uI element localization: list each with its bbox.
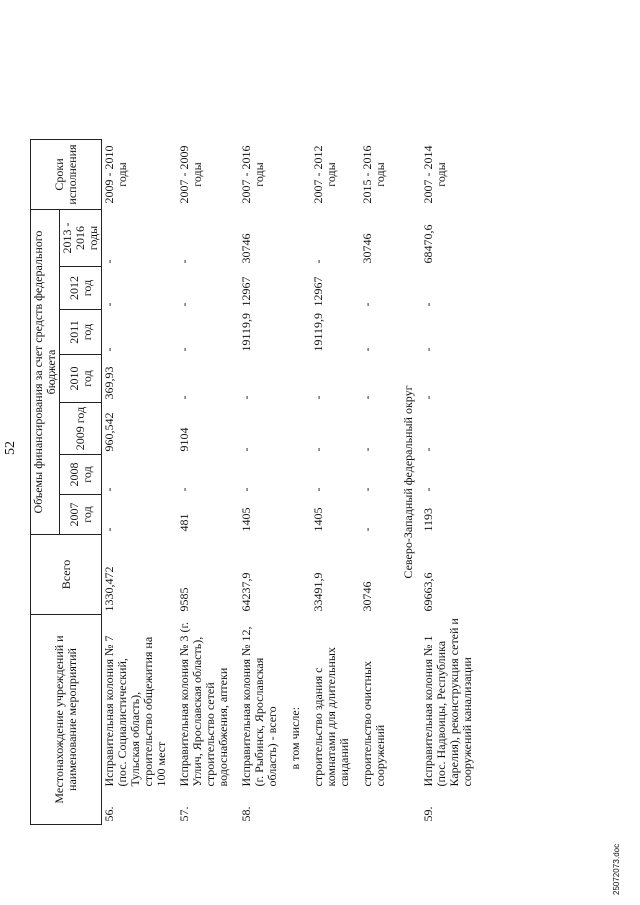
cell-y2009: 9104	[177, 427, 191, 452]
cell-y2007: -	[102, 527, 116, 532]
cell-y2010: -	[311, 395, 325, 400]
spacer-cell	[280, 140, 288, 825]
cell-total: 9585	[177, 587, 191, 612]
cell-name: Исправительная колония № 12, (г. Рыбинск, Ярославская область) - всего	[239, 626, 279, 787]
header-year-2007: 2007 год	[60, 495, 102, 535]
cell-total: 30746	[360, 581, 374, 612]
table-row	[360, 140, 388, 825]
cell-y2012	[288, 267, 303, 310]
table-row	[288, 140, 303, 825]
cell-y2009: 960,542	[102, 412, 116, 452]
cell-y2011: 19119,9	[311, 312, 325, 352]
cell-y2011	[288, 310, 303, 355]
row-spacer	[388, 140, 396, 825]
cell-y2013: 30746	[239, 233, 253, 264]
cell-y2011: 19119,9	[239, 312, 253, 352]
cell-num	[360, 790, 388, 825]
cell-term: 2007 - 2014 годы	[421, 145, 448, 204]
cell-y2008: -	[421, 487, 435, 492]
cell-term	[288, 140, 303, 210]
spacer-cell	[388, 140, 396, 825]
table-row	[311, 140, 352, 825]
row-spacer	[280, 140, 288, 825]
financing-table	[30, 139, 483, 825]
header-total: Всего	[31, 535, 102, 615]
cell-y2008: -	[239, 487, 253, 492]
cell-y2009	[288, 403, 303, 455]
cell-term: 2015 - 2016 годы	[360, 145, 387, 204]
cell-y2012: -	[360, 302, 374, 307]
cell-y2010: -	[177, 395, 191, 400]
spacer-cell	[352, 140, 360, 825]
cell-y2007: 1405	[311, 507, 325, 532]
cell-y2013	[288, 210, 303, 267]
cell-y2008: -	[102, 487, 116, 492]
cell-term: 2007 - 2016 годы	[239, 145, 266, 204]
header-location: Местонахождение учреждений и наименование мероприятий	[31, 615, 102, 825]
row-spacer	[231, 140, 239, 825]
cell-y2009: -	[421, 447, 435, 452]
row-spacer	[475, 140, 483, 825]
cell-total: 64237,9	[239, 572, 253, 612]
header-year-2010: 2010 год	[60, 355, 102, 403]
cell-y2009: -	[360, 447, 374, 452]
cell-y2009: -	[239, 447, 253, 452]
cell-y2013: -	[102, 259, 116, 264]
spacer-cell	[475, 140, 483, 825]
page-number: 52	[3, 441, 18, 455]
footer-doc-code: 2507207З.doc	[612, 843, 621, 895]
cell-y2010: -	[421, 395, 435, 400]
region-heading: Северо-Западный федеральный округ	[401, 385, 415, 579]
cell-y2008: -	[177, 487, 191, 492]
cell-y2009: -	[311, 447, 325, 452]
header-year-2012: 2012 год	[60, 267, 102, 310]
cell-y2007: 481	[177, 513, 191, 532]
cell-y2013: -	[311, 259, 325, 264]
cell-y2011: -	[421, 347, 435, 352]
cell-y2010: -	[239, 395, 253, 400]
cell-name: в том числе:	[288, 706, 302, 770]
header-year-2009: 2009 год	[60, 403, 102, 455]
header-year-2008: 2008 год	[60, 455, 102, 495]
cell-y2008	[288, 455, 303, 495]
cell-total: 33491,9	[311, 572, 325, 612]
table-body	[102, 140, 397, 825]
cell-num: 56.	[102, 806, 116, 822]
cell-y2011: -	[177, 347, 191, 352]
cell-y2012: 12967	[239, 276, 253, 307]
header-terms: Сроки исполнения	[31, 140, 102, 210]
spacer-cell	[169, 140, 177, 825]
cell-y2011: -	[360, 347, 374, 352]
row-spacer	[352, 140, 360, 825]
cell-y2012: -	[421, 302, 435, 307]
header-year-2013-2016: 2013 - 2016 годы	[60, 210, 102, 267]
cell-total: 69663,6	[421, 572, 435, 612]
cell-y2013: -	[177, 259, 191, 264]
cell-num: 57.	[177, 806, 191, 822]
cell-term: 2007 - 2009 годы	[177, 145, 204, 204]
cell-y2008: -	[360, 487, 374, 492]
cell-y2007: -	[360, 527, 374, 532]
table-row	[239, 140, 280, 825]
cell-y2010: -	[360, 395, 374, 400]
cell-name: Исправительная колония № 7 (пос. Социалистический, Тульская область), строительство общежития на 100 мест	[102, 635, 168, 787]
cell-y2012: -	[102, 302, 116, 307]
cell-y2008: -	[311, 487, 325, 492]
cell-num: 58.	[239, 806, 253, 822]
header-financing-group: Объемы финансирования за счет средств федерального бюджета	[31, 210, 60, 535]
table-row	[177, 140, 231, 825]
cell-term: 2007 - 2012 годы	[311, 145, 338, 204]
cell-total: 1330,472	[102, 566, 116, 612]
cell-name: строительство здания с комнатами для длительных свиданий	[311, 647, 351, 787]
table-body-region	[421, 140, 483, 825]
spacer-cell	[231, 140, 239, 825]
cell-y2010: 369,93	[102, 366, 116, 400]
cell-y2011: -	[102, 347, 116, 352]
cell-y2012: -	[177, 302, 191, 307]
cell-term: 2009 - 2010 годы	[102, 145, 129, 204]
row-spacer	[169, 140, 177, 825]
cell-y2013: 68470,6	[421, 224, 435, 264]
cell-num	[311, 790, 352, 825]
cell-name: Исправительная колония № 3 (г. Углич, Ярославская область), строительство сетей водоснабжения, аптеки	[177, 621, 230, 787]
row-spacer	[303, 140, 311, 825]
cell-num: 59.	[421, 806, 435, 822]
cell-name: строительство очистных сооружений	[360, 660, 387, 787]
cell-y2010	[288, 355, 303, 403]
cell-y2012: 12967	[311, 276, 325, 307]
cell-name: Исправительная колония № 1 (пос. Надвоицы, Республика Карелия), реконструкция сетей и сооружений канализации	[421, 618, 474, 787]
cell-y2007: 1193	[421, 507, 435, 532]
cell-total	[288, 535, 303, 615]
table-row	[421, 140, 475, 825]
cell-num	[288, 790, 303, 825]
header-year-2011: 2011 год	[60, 310, 102, 355]
cell-y2013: 30746	[360, 233, 374, 264]
cell-y2007: 1405	[239, 507, 253, 532]
cell-y2007	[288, 495, 303, 535]
table-row	[102, 140, 170, 825]
spacer-cell	[303, 140, 311, 825]
region-section	[396, 140, 421, 825]
